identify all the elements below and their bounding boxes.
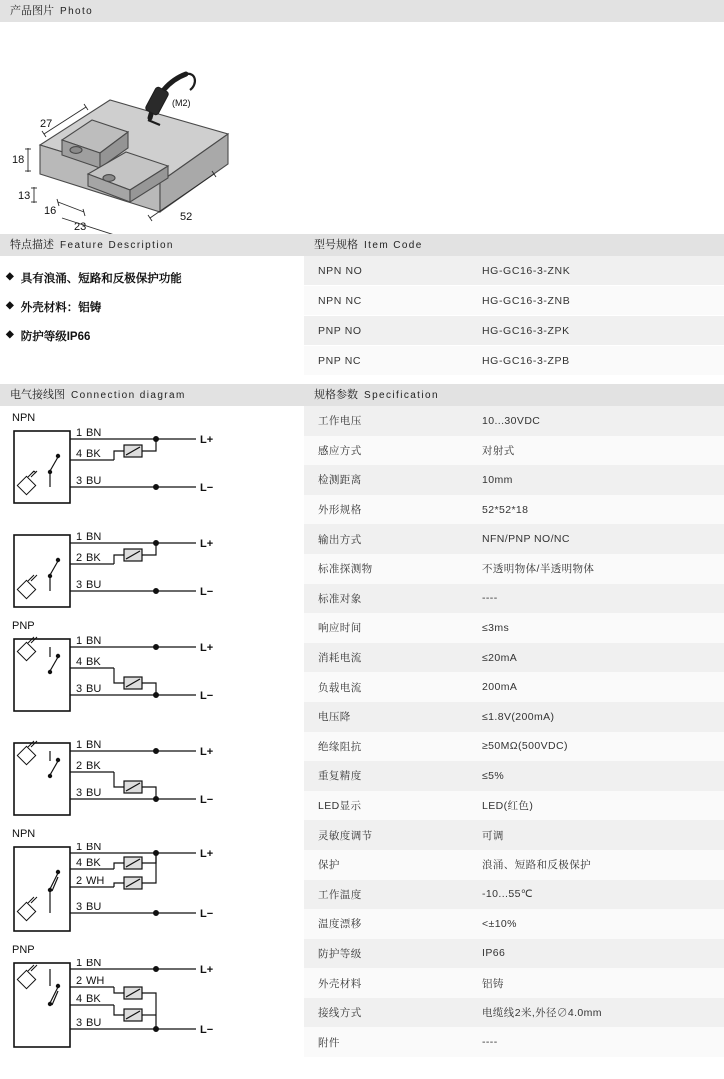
spec-value: ≤20mA [468,643,724,673]
wire-number: 4 [76,448,83,460]
table-row [304,465,724,495]
wire-label: BU [86,683,102,695]
diamond-bullet-icon: ◆ [6,300,14,311]
wire-number: 2 [76,552,83,564]
terminal-minus: L− [200,690,214,702]
spec-name: 附件 [304,1027,468,1057]
wire-label: BN [86,427,102,439]
diamond-bullet-icon: ◆ [6,271,14,282]
spec-value: 对射式 [468,436,724,466]
table-row [304,495,724,525]
feature-itemcode-row [0,234,724,376]
spec-name: 温度漂移 [304,909,468,939]
wire-number: 1 [76,739,83,751]
item-code-type: PNP NC [304,346,468,376]
diagram-svg-npn-4wire [6,843,296,935]
spec-value: ≤1.8V(200mA) [468,702,724,732]
terminal-plus: L+ [200,746,214,758]
wire-label: BN [86,739,102,751]
spec-value: -10...55℃ [468,880,724,910]
diagram-title: NPN [12,828,36,840]
wire-label: BN [86,531,102,543]
spec-value: 铝铸 [468,968,724,998]
table-row [304,672,724,702]
section-header-specification-en: Specification [364,390,439,401]
spec-value: 可调 [468,820,724,850]
spec-name: 工作电压 [304,406,468,436]
section-header-itemcode-en: Item Code [364,240,423,251]
terminal-plus: L+ [200,434,214,446]
wire-label: BU [86,475,102,487]
terminal-plus: L+ [200,964,214,976]
wire-label: BK [86,448,101,460]
dim-m2: (M2) [172,98,191,108]
wire-label: BK [86,993,101,1005]
wire-label: WH [86,875,105,887]
item-code-table [304,256,724,376]
connection-diagram [6,412,304,510]
connection-column [0,384,304,1060]
spec-name: 标准对象 [304,584,468,614]
wire-label: BK [86,656,101,668]
wire-number: 4 [76,857,83,869]
spec-value: 电缆线2米,外径∅4.0mm [468,998,724,1028]
table-row [304,643,724,673]
spec-name: 响应时间 [304,613,468,643]
wire-label: BK [86,760,101,772]
wire-label: BU [86,1017,102,1029]
connection-diagram-list [0,406,304,1054]
table-row [304,286,724,316]
section-header-feature-en: Feature Description [60,240,174,251]
spec-value: 10...30VDC [468,406,724,436]
section-header-specification [304,384,724,406]
spec-name: LED显示 [304,791,468,821]
item-code-type: NPN NO [304,256,468,286]
wire-number: 3 [76,1017,83,1029]
diagram-title [12,516,304,529]
table-row [304,613,724,643]
spec-value: ---- [468,584,724,614]
wire-number: 3 [76,901,83,913]
spec-value: ≤3ms [468,613,724,643]
spec-name: 检测距离 [304,465,468,495]
wire-number: 4 [76,993,83,1005]
item-code-value: HG-GC16-3-ZPK [468,316,724,346]
spec-value: 52*52*18 [468,495,724,525]
diagram-svg-npn-1 [6,427,296,507]
section-header-connection-en: Connection diagram [71,390,186,401]
spec-name: 防护等级 [304,939,468,969]
spec-name: 保护 [304,850,468,880]
wire-number: 4 [76,656,83,668]
section-header-photo [0,0,724,22]
table-row [304,316,724,346]
feature-item-label: 具有浪涌、短路和反极保护功能 [20,273,182,285]
diagram-title: PNP [12,620,35,632]
connection-diagram [6,724,304,822]
table-row [304,968,724,998]
wire-number: 1 [76,959,83,969]
product-photo-illustration [0,22,724,234]
section-header-connection-cn: 电气接线图 [10,389,65,401]
diamond-bullet-icon: ◆ [6,329,14,340]
table-row [304,761,724,791]
feature-item-label: 防护等级IP66 [20,331,91,343]
wire-number: 3 [76,475,83,487]
connection-diagram [6,828,304,938]
spec-name: 接线方式 [304,998,468,1028]
table-row [304,850,724,880]
spec-value: 不透明物体/半透明物体 [468,554,724,584]
spec-name: 灵敏度调节 [304,820,468,850]
terminal-minus: L− [200,586,214,598]
dim-13: 13 [18,190,31,202]
table-row [304,524,724,554]
table-row [304,1027,724,1057]
wire-label: WH [86,975,105,987]
diagram-svg-pnp-1 [6,635,296,715]
wire-number: 3 [76,683,83,695]
diagram-title [12,724,304,737]
table-row [304,702,724,732]
spec-value: ≤5% [468,761,724,791]
wire-number: 2 [76,875,83,887]
terminal-plus: L+ [200,538,214,550]
table-row [304,584,724,614]
connection-diagram [6,944,304,1054]
row-spacer [0,376,724,384]
spec-value: 200mA [468,672,724,702]
terminal-minus: L− [200,482,214,494]
table-row [304,436,724,466]
diagram-title: PNP [12,944,35,956]
specification-table [304,406,724,1057]
section-header-photo-en: Photo [60,6,94,17]
wire-label: BN [86,959,102,969]
table-row [304,406,724,436]
section-header-itemcode-cn: 型号规格 [314,239,358,251]
spec-name: 重复精度 [304,761,468,791]
spec-name: 外壳材料 [304,968,468,998]
dim-23: 23 [74,221,87,233]
wire-label: BK [86,857,101,869]
table-row [304,256,724,286]
terminal-plus: L+ [200,848,214,860]
terminal-plus: L+ [200,642,214,654]
itemcode-column [304,234,724,376]
wire-label: BK [86,552,101,564]
feature-item [6,328,304,344]
product-photo [0,22,724,234]
diagram-title: NPN [12,412,36,424]
item-code-value: HG-GC16-3-ZPB [468,346,724,376]
table-row [304,909,724,939]
spec-name: 电压降 [304,702,468,732]
section-header-itemcode [304,234,724,256]
spec-value: <±10% [468,909,724,939]
specification-column [304,384,724,1060]
terminal-minus: L− [200,794,214,806]
diagram-svg-pnp-4wire [6,959,296,1051]
item-code-type: PNP NO [304,316,468,346]
feature-list [0,256,304,367]
diagram-svg-npn-2 [6,531,296,611]
spec-value: LED(红色) [468,791,724,821]
table-row [304,939,724,969]
wire-number: 3 [76,787,83,799]
spec-name: 外形规格 [304,495,468,525]
spec-name: 感应方式 [304,436,468,466]
dim-27: 27 [40,118,53,130]
wire-label: BN [86,843,102,853]
feature-item-label: 外壳材料：铝铸 [20,302,102,314]
wire-number: 3 [76,579,83,591]
connection-spec-row [0,384,724,1060]
wire-number: 1 [76,843,83,853]
wire-number: 2 [76,975,83,987]
connection-diagram [6,620,304,718]
spec-value: 浪涌、短路和反极保护 [468,850,724,880]
spec-value: ≥50MΩ(500VDC) [468,732,724,762]
wire-label: BU [86,901,102,913]
terminal-minus: L− [200,908,214,920]
item-code-value: HG-GC16-3-ZNK [468,256,724,286]
spec-name: 负载电流 [304,672,468,702]
table-row [304,880,724,910]
table-row [304,998,724,1028]
table-row [304,820,724,850]
spec-value: ---- [468,1027,724,1057]
spec-name: 绝缘阻抗 [304,732,468,762]
feature-column [0,234,304,376]
spec-value: IP66 [468,939,724,969]
table-row [304,791,724,821]
dim-18: 18 [12,154,25,166]
wire-number: 1 [76,531,83,543]
wire-number: 1 [76,635,83,647]
section-header-connection [0,384,304,406]
diagram-svg-pnp-2 [6,739,296,819]
item-code-type: NPN NC [304,286,468,316]
spec-name: 工作温度 [304,880,468,910]
spec-value: NFN/PNP NO/NC [468,524,724,554]
item-code-value: HG-GC16-3-ZNB [468,286,724,316]
wire-label: BN [86,635,102,647]
wire-label: BU [86,787,102,799]
spec-name: 输出方式 [304,524,468,554]
wire-number: 1 [76,427,83,439]
table-row [304,346,724,376]
connection-diagram [6,516,304,614]
section-header-feature [0,234,304,256]
section-header-specification-cn: 规格参数 [314,389,358,401]
spec-name: 标准探测物 [304,554,468,584]
dim-52: 52 [180,211,193,223]
wire-label: BU [86,579,102,591]
section-header-photo-cn: 产品图片 [10,5,54,17]
wire-number: 2 [76,760,83,772]
feature-item [6,270,304,286]
dim-16: 16 [44,205,57,217]
terminal-minus: L− [200,1024,214,1036]
table-row [304,554,724,584]
spec-value: 10mm [468,465,724,495]
table-row [304,732,724,762]
section-header-feature-cn: 特点描述 [10,239,54,251]
spec-name: 消耗电流 [304,643,468,673]
feature-item [6,299,304,315]
